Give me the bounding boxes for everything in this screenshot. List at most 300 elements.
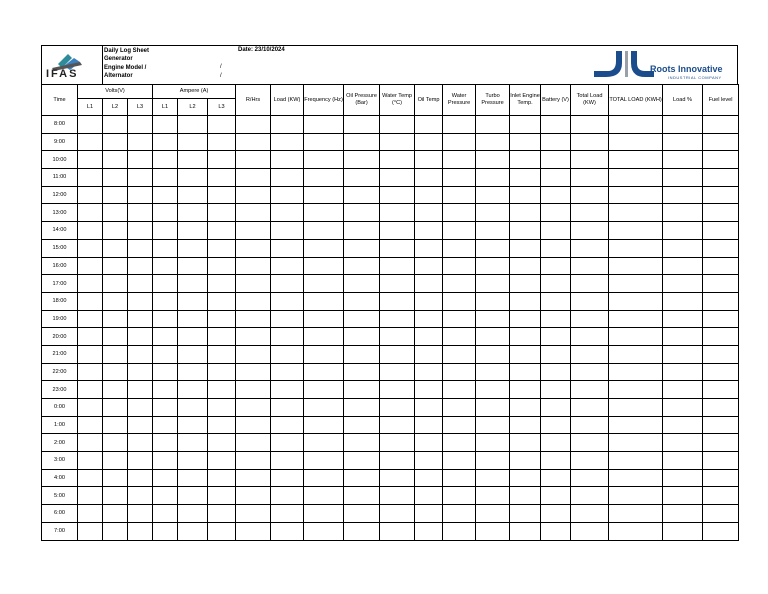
entry-cell[interactable]: [476, 452, 510, 470]
entry-cell[interactable]: [208, 275, 236, 293]
entry-cell[interactable]: [78, 222, 103, 240]
entry-cell[interactable]: [304, 505, 344, 523]
entry-cell[interactable]: [153, 522, 178, 540]
entry-cell[interactable]: [703, 363, 739, 381]
entry-cell[interactable]: [208, 292, 236, 310]
entry-cell[interactable]: [103, 328, 128, 346]
entry-cell[interactable]: [208, 310, 236, 328]
entry-cell[interactable]: [663, 239, 703, 257]
entry-cell[interactable]: [571, 363, 609, 381]
entry-cell[interactable]: [103, 133, 128, 151]
entry-cell[interactable]: [304, 186, 344, 204]
entry-cell[interactable]: [271, 222, 304, 240]
entry-cell[interactable]: [128, 257, 153, 275]
entry-cell[interactable]: [609, 222, 663, 240]
entry-cell[interactable]: [236, 257, 271, 275]
entry-cell[interactable]: [236, 133, 271, 151]
entry-cell[interactable]: [380, 310, 415, 328]
entry-cell[interactable]: [663, 204, 703, 222]
entry-cell[interactable]: [663, 505, 703, 523]
entry-cell[interactable]: [380, 363, 415, 381]
entry-cell[interactable]: [178, 133, 208, 151]
entry-cell[interactable]: [78, 416, 103, 434]
entry-cell[interactable]: [703, 487, 739, 505]
entry-cell[interactable]: [510, 169, 541, 187]
entry-cell[interactable]: [476, 169, 510, 187]
entry-cell[interactable]: [510, 257, 541, 275]
entry-cell[interactable]: [304, 434, 344, 452]
entry-cell[interactable]: [178, 257, 208, 275]
entry-cell[interactable]: [128, 416, 153, 434]
entry-cell[interactable]: [304, 452, 344, 470]
entry-cell[interactable]: [510, 292, 541, 310]
entry-cell[interactable]: [571, 381, 609, 399]
entry-cell[interactable]: [78, 505, 103, 523]
entry-cell[interactable]: [178, 522, 208, 540]
entry-cell[interactable]: [78, 310, 103, 328]
entry-cell[interactable]: [443, 363, 476, 381]
entry-cell[interactable]: [415, 186, 443, 204]
entry-cell[interactable]: [271, 292, 304, 310]
entry-cell[interactable]: [703, 522, 739, 540]
entry-cell[interactable]: [236, 222, 271, 240]
entry-cell[interactable]: [415, 133, 443, 151]
entry-cell[interactable]: [609, 452, 663, 470]
entry-cell[interactable]: [703, 204, 739, 222]
entry-cell[interactable]: [663, 222, 703, 240]
entry-cell[interactable]: [476, 487, 510, 505]
entry-cell[interactable]: [663, 116, 703, 134]
entry-cell[interactable]: [344, 328, 380, 346]
entry-cell[interactable]: [208, 452, 236, 470]
entry-cell[interactable]: [103, 434, 128, 452]
entry-cell[interactable]: [609, 328, 663, 346]
entry-cell[interactable]: [103, 292, 128, 310]
entry-cell[interactable]: [178, 310, 208, 328]
entry-cell[interactable]: [703, 116, 739, 134]
entry-cell[interactable]: [415, 275, 443, 293]
entry-cell[interactable]: [153, 239, 178, 257]
entry-cell[interactable]: [571, 239, 609, 257]
entry-cell[interactable]: [609, 204, 663, 222]
entry-cell[interactable]: [103, 222, 128, 240]
entry-cell[interactable]: [476, 505, 510, 523]
entry-cell[interactable]: [304, 151, 344, 169]
entry-cell[interactable]: [178, 345, 208, 363]
entry-cell[interactable]: [541, 186, 571, 204]
entry-cell[interactable]: [609, 416, 663, 434]
entry-cell[interactable]: [415, 452, 443, 470]
entry-cell[interactable]: [304, 257, 344, 275]
entry-cell[interactable]: [236, 452, 271, 470]
entry-cell[interactable]: [344, 222, 380, 240]
entry-cell[interactable]: [541, 169, 571, 187]
entry-cell[interactable]: [541, 204, 571, 222]
entry-cell[interactable]: [415, 469, 443, 487]
entry-cell[interactable]: [443, 345, 476, 363]
entry-cell[interactable]: [380, 169, 415, 187]
entry-cell[interactable]: [271, 399, 304, 417]
entry-cell[interactable]: [78, 469, 103, 487]
entry-cell[interactable]: [236, 204, 271, 222]
entry-cell[interactable]: [271, 328, 304, 346]
entry-cell[interactable]: [236, 522, 271, 540]
entry-cell[interactable]: [304, 399, 344, 417]
entry-cell[interactable]: [443, 522, 476, 540]
entry-cell[interactable]: [663, 487, 703, 505]
entry-cell[interactable]: [344, 310, 380, 328]
entry-cell[interactable]: [128, 169, 153, 187]
entry-cell[interactable]: [571, 151, 609, 169]
entry-cell[interactable]: [663, 416, 703, 434]
entry-cell[interactable]: [271, 116, 304, 134]
entry-cell[interactable]: [128, 133, 153, 151]
entry-cell[interactable]: [208, 222, 236, 240]
entry-cell[interactable]: [571, 345, 609, 363]
entry-cell[interactable]: [78, 133, 103, 151]
entry-cell[interactable]: [153, 452, 178, 470]
entry-cell[interactable]: [541, 505, 571, 523]
entry-cell[interactable]: [541, 416, 571, 434]
entry-cell[interactable]: [510, 434, 541, 452]
entry-cell[interactable]: [178, 292, 208, 310]
entry-cell[interactable]: [178, 204, 208, 222]
entry-cell[interactable]: [476, 381, 510, 399]
entry-cell[interactable]: [415, 505, 443, 523]
entry-cell[interactable]: [344, 186, 380, 204]
entry-cell[interactable]: [178, 381, 208, 399]
entry-cell[interactable]: [128, 452, 153, 470]
entry-cell[interactable]: [304, 222, 344, 240]
entry-cell[interactable]: [153, 434, 178, 452]
entry-cell[interactable]: [510, 310, 541, 328]
entry-cell[interactable]: [344, 275, 380, 293]
entry-cell[interactable]: [415, 169, 443, 187]
entry-cell[interactable]: [103, 151, 128, 169]
entry-cell[interactable]: [236, 275, 271, 293]
entry-cell[interactable]: [703, 275, 739, 293]
entry-cell[interactable]: [178, 487, 208, 505]
entry-cell[interactable]: [476, 522, 510, 540]
entry-cell[interactable]: [609, 505, 663, 523]
entry-cell[interactable]: [103, 204, 128, 222]
entry-cell[interactable]: [128, 434, 153, 452]
entry-cell[interactable]: [153, 399, 178, 417]
entry-cell[interactable]: [271, 487, 304, 505]
entry-cell[interactable]: [304, 345, 344, 363]
entry-cell[interactable]: [153, 328, 178, 346]
entry-cell[interactable]: [271, 239, 304, 257]
entry-cell[interactable]: [78, 151, 103, 169]
entry-cell[interactable]: [541, 452, 571, 470]
entry-cell[interactable]: [103, 257, 128, 275]
entry-cell[interactable]: [476, 328, 510, 346]
entry-cell[interactable]: [703, 169, 739, 187]
entry-cell[interactable]: [415, 381, 443, 399]
entry-cell[interactable]: [380, 275, 415, 293]
entry-cell[interactable]: [208, 522, 236, 540]
entry-cell[interactable]: [415, 522, 443, 540]
entry-cell[interactable]: [208, 505, 236, 523]
entry-cell[interactable]: [380, 292, 415, 310]
entry-cell[interactable]: [236, 239, 271, 257]
entry-cell[interactable]: [476, 204, 510, 222]
entry-cell[interactable]: [178, 169, 208, 187]
entry-cell[interactable]: [178, 151, 208, 169]
entry-cell[interactable]: [510, 469, 541, 487]
entry-cell[interactable]: [344, 204, 380, 222]
entry-cell[interactable]: [443, 328, 476, 346]
entry-cell[interactable]: [304, 416, 344, 434]
entry-cell[interactable]: [304, 310, 344, 328]
entry-cell[interactable]: [415, 416, 443, 434]
entry-cell[interactable]: [443, 310, 476, 328]
entry-cell[interactable]: [208, 399, 236, 417]
entry-cell[interactable]: [541, 222, 571, 240]
entry-cell[interactable]: [344, 292, 380, 310]
entry-cell[interactable]: [663, 381, 703, 399]
entry-cell[interactable]: [663, 469, 703, 487]
entry-cell[interactable]: [208, 434, 236, 452]
entry-cell[interactable]: [128, 505, 153, 523]
entry-cell[interactable]: [78, 487, 103, 505]
entry-cell[interactable]: [178, 469, 208, 487]
entry-cell[interactable]: [380, 469, 415, 487]
entry-cell[interactable]: [571, 204, 609, 222]
entry-cell[interactable]: [609, 133, 663, 151]
entry-cell[interactable]: [236, 505, 271, 523]
entry-cell[interactable]: [153, 151, 178, 169]
entry-cell[interactable]: [128, 116, 153, 134]
entry-cell[interactable]: [78, 186, 103, 204]
entry-cell[interactable]: [571, 505, 609, 523]
entry-cell[interactable]: [128, 469, 153, 487]
entry-cell[interactable]: [571, 310, 609, 328]
entry-cell[interactable]: [78, 275, 103, 293]
entry-cell[interactable]: [78, 169, 103, 187]
entry-cell[interactable]: [571, 328, 609, 346]
entry-cell[interactable]: [541, 310, 571, 328]
entry-cell[interactable]: [128, 522, 153, 540]
entry-cell[interactable]: [78, 239, 103, 257]
entry-cell[interactable]: [541, 522, 571, 540]
entry-cell[interactable]: [78, 116, 103, 134]
entry-cell[interactable]: [103, 345, 128, 363]
entry-cell[interactable]: [304, 239, 344, 257]
entry-cell[interactable]: [609, 275, 663, 293]
entry-cell[interactable]: [703, 133, 739, 151]
entry-cell[interactable]: [541, 292, 571, 310]
entry-cell[interactable]: [510, 522, 541, 540]
entry-cell[interactable]: [510, 505, 541, 523]
entry-cell[interactable]: [541, 151, 571, 169]
entry-cell[interactable]: [663, 257, 703, 275]
entry-cell[interactable]: [153, 292, 178, 310]
entry-cell[interactable]: [128, 310, 153, 328]
entry-cell[interactable]: [443, 169, 476, 187]
entry-cell[interactable]: [153, 487, 178, 505]
entry-cell[interactable]: [236, 434, 271, 452]
entry-cell[interactable]: [663, 345, 703, 363]
entry-cell[interactable]: [153, 381, 178, 399]
entry-cell[interactable]: [153, 345, 178, 363]
entry-cell[interactable]: [571, 133, 609, 151]
entry-cell[interactable]: [128, 239, 153, 257]
entry-cell[interactable]: [208, 151, 236, 169]
entry-cell[interactable]: [236, 345, 271, 363]
entry-cell[interactable]: [415, 328, 443, 346]
entry-cell[interactable]: [271, 434, 304, 452]
entry-cell[interactable]: [103, 399, 128, 417]
entry-cell[interactable]: [510, 363, 541, 381]
entry-cell[interactable]: [344, 169, 380, 187]
entry-cell[interactable]: [344, 133, 380, 151]
entry-cell[interactable]: [443, 204, 476, 222]
entry-cell[interactable]: [128, 328, 153, 346]
entry-cell[interactable]: [153, 275, 178, 293]
entry-cell[interactable]: [344, 416, 380, 434]
entry-cell[interactable]: [304, 204, 344, 222]
entry-cell[interactable]: [128, 151, 153, 169]
entry-cell[interactable]: [153, 133, 178, 151]
entry-cell[interactable]: [415, 151, 443, 169]
entry-cell[interactable]: [103, 275, 128, 293]
entry-cell[interactable]: [380, 204, 415, 222]
entry-cell[interactable]: [541, 399, 571, 417]
entry-cell[interactable]: [178, 399, 208, 417]
entry-cell[interactable]: [178, 186, 208, 204]
entry-cell[interactable]: [236, 151, 271, 169]
entry-cell[interactable]: [271, 151, 304, 169]
entry-cell[interactable]: [541, 116, 571, 134]
entry-cell[interactable]: [153, 416, 178, 434]
entry-cell[interactable]: [271, 452, 304, 470]
entry-cell[interactable]: [443, 381, 476, 399]
entry-cell[interactable]: [236, 310, 271, 328]
entry-cell[interactable]: [443, 151, 476, 169]
entry-cell[interactable]: [541, 469, 571, 487]
entry-cell[interactable]: [663, 169, 703, 187]
entry-cell[interactable]: [571, 275, 609, 293]
entry-cell[interactable]: [178, 116, 208, 134]
entry-cell[interactable]: [703, 186, 739, 204]
entry-cell[interactable]: [103, 169, 128, 187]
entry-cell[interactable]: [78, 363, 103, 381]
entry-cell[interactable]: [128, 204, 153, 222]
entry-cell[interactable]: [128, 345, 153, 363]
entry-cell[interactable]: [541, 345, 571, 363]
entry-cell[interactable]: [541, 363, 571, 381]
entry-cell[interactable]: [78, 328, 103, 346]
entry-cell[interactable]: [703, 328, 739, 346]
entry-cell[interactable]: [236, 116, 271, 134]
entry-cell[interactable]: [271, 169, 304, 187]
entry-cell[interactable]: [571, 186, 609, 204]
entry-cell[interactable]: [304, 116, 344, 134]
entry-cell[interactable]: [476, 116, 510, 134]
entry-cell[interactable]: [571, 399, 609, 417]
entry-cell[interactable]: [208, 116, 236, 134]
entry-cell[interactable]: [103, 116, 128, 134]
entry-cell[interactable]: [271, 310, 304, 328]
entry-cell[interactable]: [476, 469, 510, 487]
entry-cell[interactable]: [415, 399, 443, 417]
entry-cell[interactable]: [153, 505, 178, 523]
entry-cell[interactable]: [271, 257, 304, 275]
entry-cell[interactable]: [609, 257, 663, 275]
entry-cell[interactable]: [703, 151, 739, 169]
entry-cell[interactable]: [663, 310, 703, 328]
entry-cell[interactable]: [178, 328, 208, 346]
entry-cell[interactable]: [304, 133, 344, 151]
entry-cell[interactable]: [703, 222, 739, 240]
entry-cell[interactable]: [571, 416, 609, 434]
entry-cell[interactable]: [153, 186, 178, 204]
entry-cell[interactable]: [380, 257, 415, 275]
entry-cell[interactable]: [663, 151, 703, 169]
entry-cell[interactable]: [609, 434, 663, 452]
entry-cell[interactable]: [304, 522, 344, 540]
entry-cell[interactable]: [663, 186, 703, 204]
entry-cell[interactable]: [271, 345, 304, 363]
entry-cell[interactable]: [208, 169, 236, 187]
entry-cell[interactable]: [128, 292, 153, 310]
entry-cell[interactable]: [663, 522, 703, 540]
entry-cell[interactable]: [271, 186, 304, 204]
entry-cell[interactable]: [380, 116, 415, 134]
entry-cell[interactable]: [663, 363, 703, 381]
entry-cell[interactable]: [571, 434, 609, 452]
entry-cell[interactable]: [663, 133, 703, 151]
entry-cell[interactable]: [128, 275, 153, 293]
entry-cell[interactable]: [344, 487, 380, 505]
entry-cell[interactable]: [443, 434, 476, 452]
entry-cell[interactable]: [380, 239, 415, 257]
entry-cell[interactable]: [510, 222, 541, 240]
entry-cell[interactable]: [415, 222, 443, 240]
entry-cell[interactable]: [208, 487, 236, 505]
entry-cell[interactable]: [609, 487, 663, 505]
entry-cell[interactable]: [380, 416, 415, 434]
entry-cell[interactable]: [304, 292, 344, 310]
entry-cell[interactable]: [304, 328, 344, 346]
entry-cell[interactable]: [236, 186, 271, 204]
entry-cell[interactable]: [128, 186, 153, 204]
entry-cell[interactable]: [153, 363, 178, 381]
entry-cell[interactable]: [443, 222, 476, 240]
entry-cell[interactable]: [236, 169, 271, 187]
entry-cell[interactable]: [703, 292, 739, 310]
entry-cell[interactable]: [541, 275, 571, 293]
entry-cell[interactable]: [344, 469, 380, 487]
entry-cell[interactable]: [443, 257, 476, 275]
entry-cell[interactable]: [103, 416, 128, 434]
entry-cell[interactable]: [236, 363, 271, 381]
entry-cell[interactable]: [178, 222, 208, 240]
entry-cell[interactable]: [476, 239, 510, 257]
entry-cell[interactable]: [609, 310, 663, 328]
entry-cell[interactable]: [663, 434, 703, 452]
entry-cell[interactable]: [609, 116, 663, 134]
entry-cell[interactable]: [510, 186, 541, 204]
entry-cell[interactable]: [380, 328, 415, 346]
entry-cell[interactable]: [304, 275, 344, 293]
entry-cell[interactable]: [236, 487, 271, 505]
entry-cell[interactable]: [208, 239, 236, 257]
entry-cell[interactable]: [128, 363, 153, 381]
entry-cell[interactable]: [103, 310, 128, 328]
entry-cell[interactable]: [415, 292, 443, 310]
